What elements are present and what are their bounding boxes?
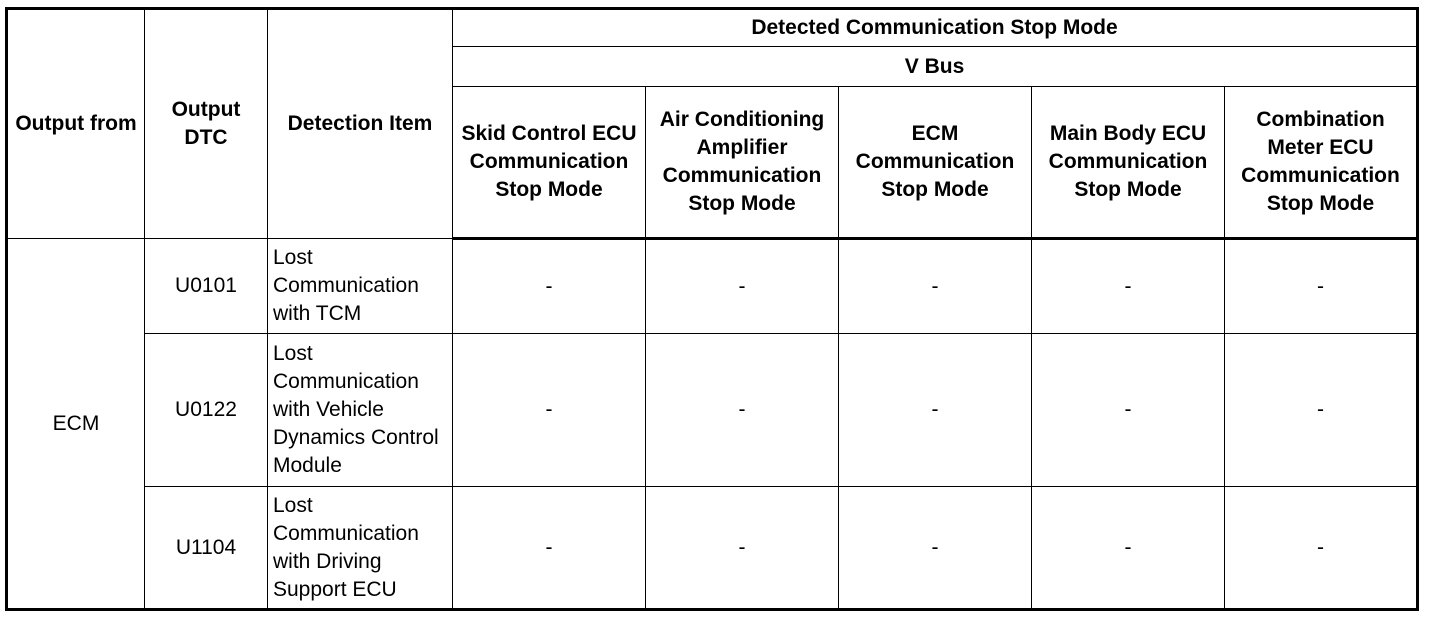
mode-value-cell: - [1032,239,1225,334]
output-from-cell: ECM [7,239,145,610]
table-row [7,239,1418,334]
header-v-bus: V Bus [453,47,1418,87]
mode-value-cell: - [1225,334,1418,487]
header-output-from: Output from [7,9,145,239]
header-output-dtc: Output DTC [145,9,268,239]
mode-value-cell: - [1225,239,1418,334]
header-combination-meter-ecu-mode: Combination Meter ECU Communication Stop Mode [1225,87,1418,239]
mode-value-cell: - [1032,487,1225,610]
mode-value-cell: - [1225,487,1418,610]
dtc-cell: U0122 [145,334,268,487]
header-detected-communication-stop-mode: Detected Communication Stop Mode [453,9,1418,47]
table-row [7,334,1418,487]
detection-item-cell: Lost Communication with Vehicle Dynamics Control Module [268,334,453,487]
mode-value-cell: - [1032,334,1225,487]
header-air-conditioning-amplifier-mode: Air Conditioning Amplifier Communication Stop Mode [646,87,839,239]
header-skid-control-ecu-mode: Skid Control ECU Communication Stop Mode [453,87,646,239]
header-ecm-mode: ECM Communication Stop Mode [839,87,1032,239]
mode-value-cell: - [839,239,1032,334]
mode-value-cell: - [646,334,839,487]
detection-item-cell: Lost Communication with Driving Support ECU [268,487,453,610]
mode-value-cell: - [646,239,839,334]
dtc-cell: U0101 [145,239,268,334]
mode-value-cell: - [453,487,646,610]
header-main-body-ecu-mode: Main Body ECU Communication Stop Mode [1032,87,1225,239]
table-row [7,487,1418,610]
mode-value-cell: - [453,239,646,334]
mode-value-cell: - [839,334,1032,487]
detection-item-cell: Lost Communication with TCM [268,239,453,334]
mode-value-cell: - [646,487,839,610]
dtc-table [5,7,1419,611]
mode-value-cell: - [839,487,1032,610]
mode-value-cell: - [453,334,646,487]
header-detection-item: Detection Item [268,9,453,239]
dtc-cell: U1104 [145,487,268,610]
